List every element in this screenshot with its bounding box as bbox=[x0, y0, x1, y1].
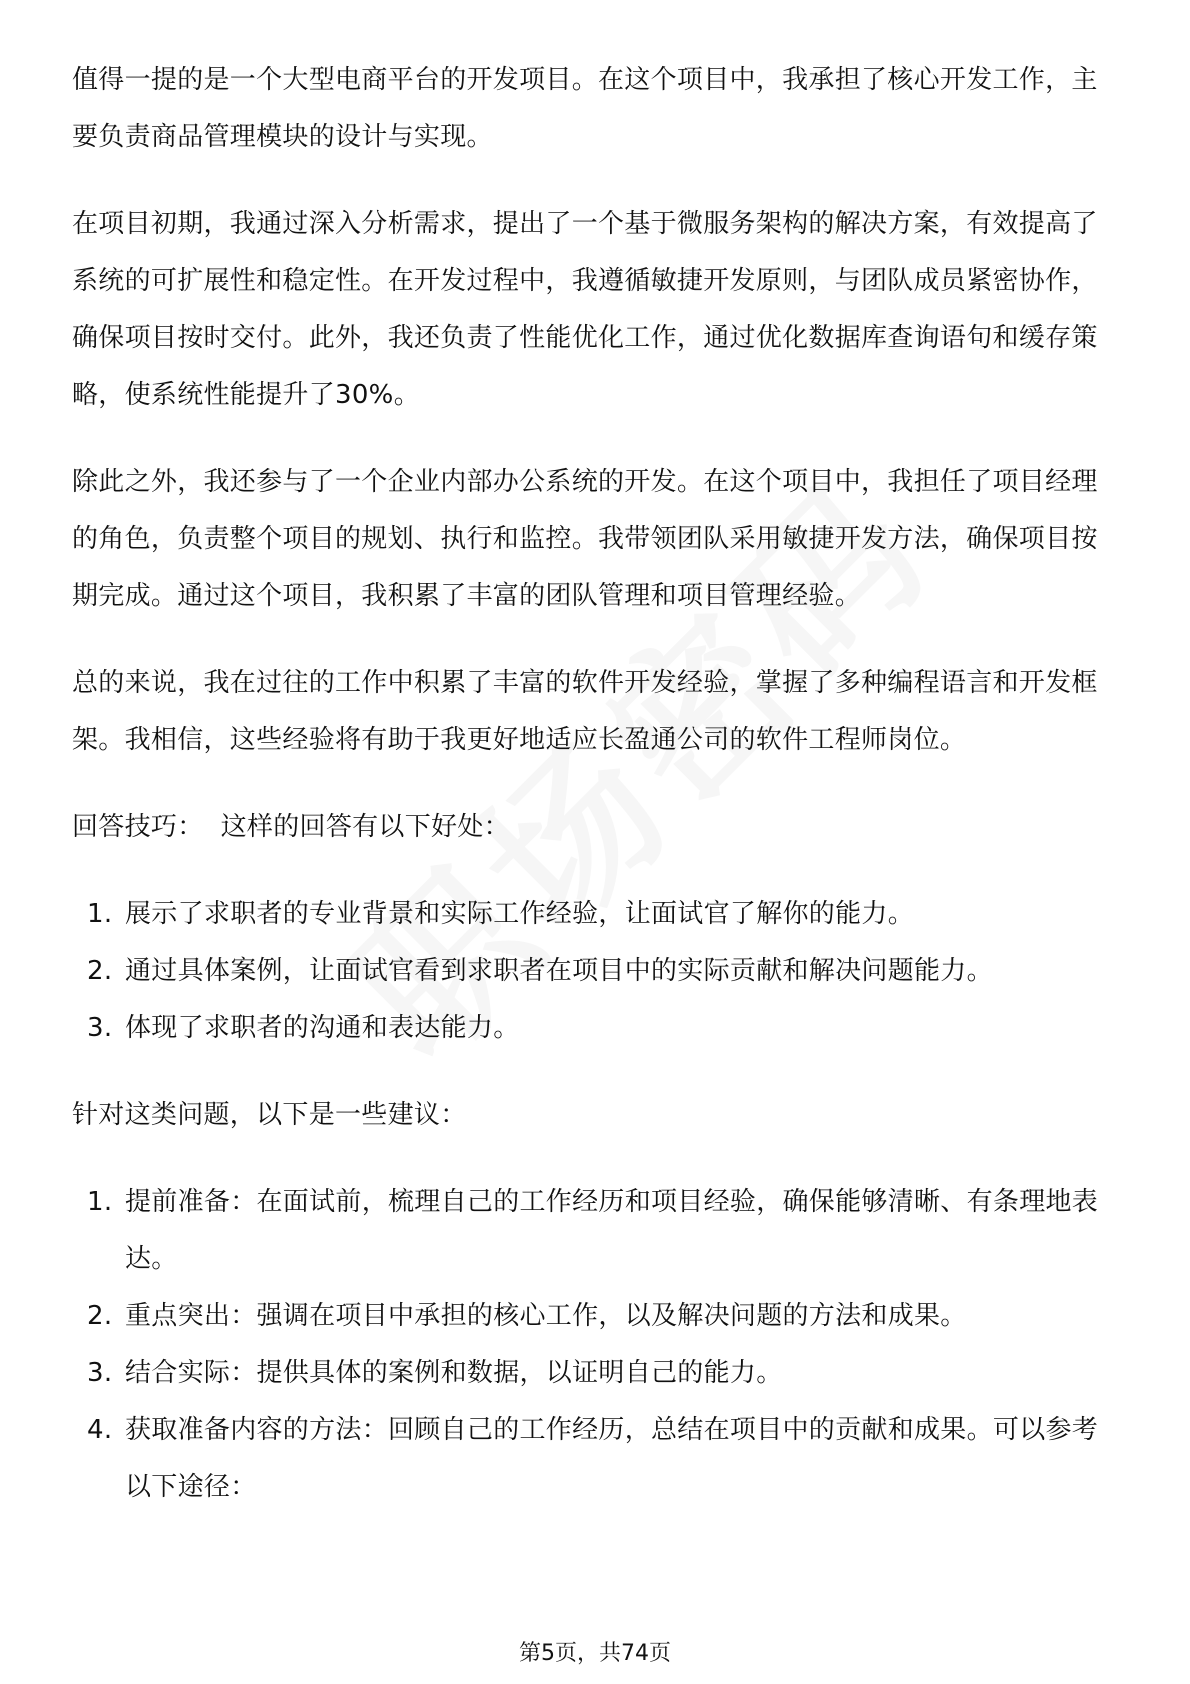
list-item bbox=[72, 1174, 1122, 1288]
page-content bbox=[72, 52, 1122, 1546]
list-item bbox=[72, 1345, 1122, 1402]
list-text: 通过具体案例，让面试官看到求职者在项目中的实际贡献和解决问题能力。 bbox=[125, 956, 993, 986]
paragraph-1: 值得一提的是一个大型电商平台的开发项目。在这个项目中，我承担了核心开发工作，主要负责商品管理模块的设计与实现。 bbox=[72, 65, 1098, 152]
list-item bbox=[72, 1402, 1122, 1516]
list-number: 2. bbox=[87, 1301, 113, 1331]
list-text: 展示了求职者的专业背景和实际工作经验，让面试官了解你的能力。 bbox=[125, 899, 915, 929]
list-text: 体现了求职者的沟通和表达能力。 bbox=[125, 1013, 520, 1043]
advice-list bbox=[72, 1174, 1122, 1516]
list-item bbox=[72, 1000, 1122, 1057]
list-number: 3. bbox=[87, 1013, 113, 1043]
list-text: 结合实际：提供具体的案例和数据，以证明自己的能力。 bbox=[125, 1358, 783, 1388]
paragraph-3: 除此之外，我还参与了一个企业内部办公系统的开发。在这个项目中，我担任了项目经理的角色，负责整个项目的规划、执行和监控。我带领团队采用敏捷开发方法，确保项目按期完成。通过这个项目，我积累了丰富的团队管理和项目管理经验。 bbox=[72, 467, 1098, 611]
list-number: 2. bbox=[87, 956, 113, 986]
paragraph-4: 总的来说，我在过往的工作中积累了丰富的软件开发经验，掌握了多种编程语言和开发框架。我相信，这些经验将有助于我更好地适应长盈通公司的软件工程师岗位。 bbox=[72, 668, 1098, 755]
list-number: 4. bbox=[87, 1415, 113, 1445]
tips-heading: 回答技巧： 这样的回答有以下好处： bbox=[72, 812, 510, 842]
paragraph-2: 在项目初期，我通过深入分析需求，提出了一个基于微服务架构的解决方案，有效提高了系统的可扩展性和稳定性。在开发过程中，我遵循敏捷开发原则，与团队成员紧密协作，确保项目按时交付。此外，我还负责了性能优化工作，通过优化数据库查询语句和缓存策略，使系统性能提升了30%。 bbox=[72, 209, 1098, 410]
list-number: 1. bbox=[87, 899, 113, 929]
page-footer: 第5页，共74页 bbox=[519, 1641, 671, 1666]
list-item bbox=[72, 943, 1122, 1000]
list-number: 1. bbox=[87, 1187, 113, 1217]
list-number: 3. bbox=[87, 1358, 113, 1388]
list-text: 重点突出：强调在项目中承担的核心工作，以及解决问题的方法和成果。 bbox=[125, 1301, 967, 1331]
list-item bbox=[72, 886, 1122, 943]
list-text: 获取准备内容的方法：回顾自己的工作经历，总结在项目中的贡献和成果。可以参考以下途径： bbox=[125, 1415, 1099, 1502]
advice-heading: 针对这类问题，以下是一些建议： bbox=[72, 1100, 467, 1130]
list-item bbox=[72, 1288, 1122, 1345]
tips-list bbox=[72, 886, 1122, 1057]
list-text: 提前准备：在面试前，梳理自己的工作经历和项目经验，确保能够清晰、有条理地表达。 bbox=[125, 1187, 1099, 1274]
